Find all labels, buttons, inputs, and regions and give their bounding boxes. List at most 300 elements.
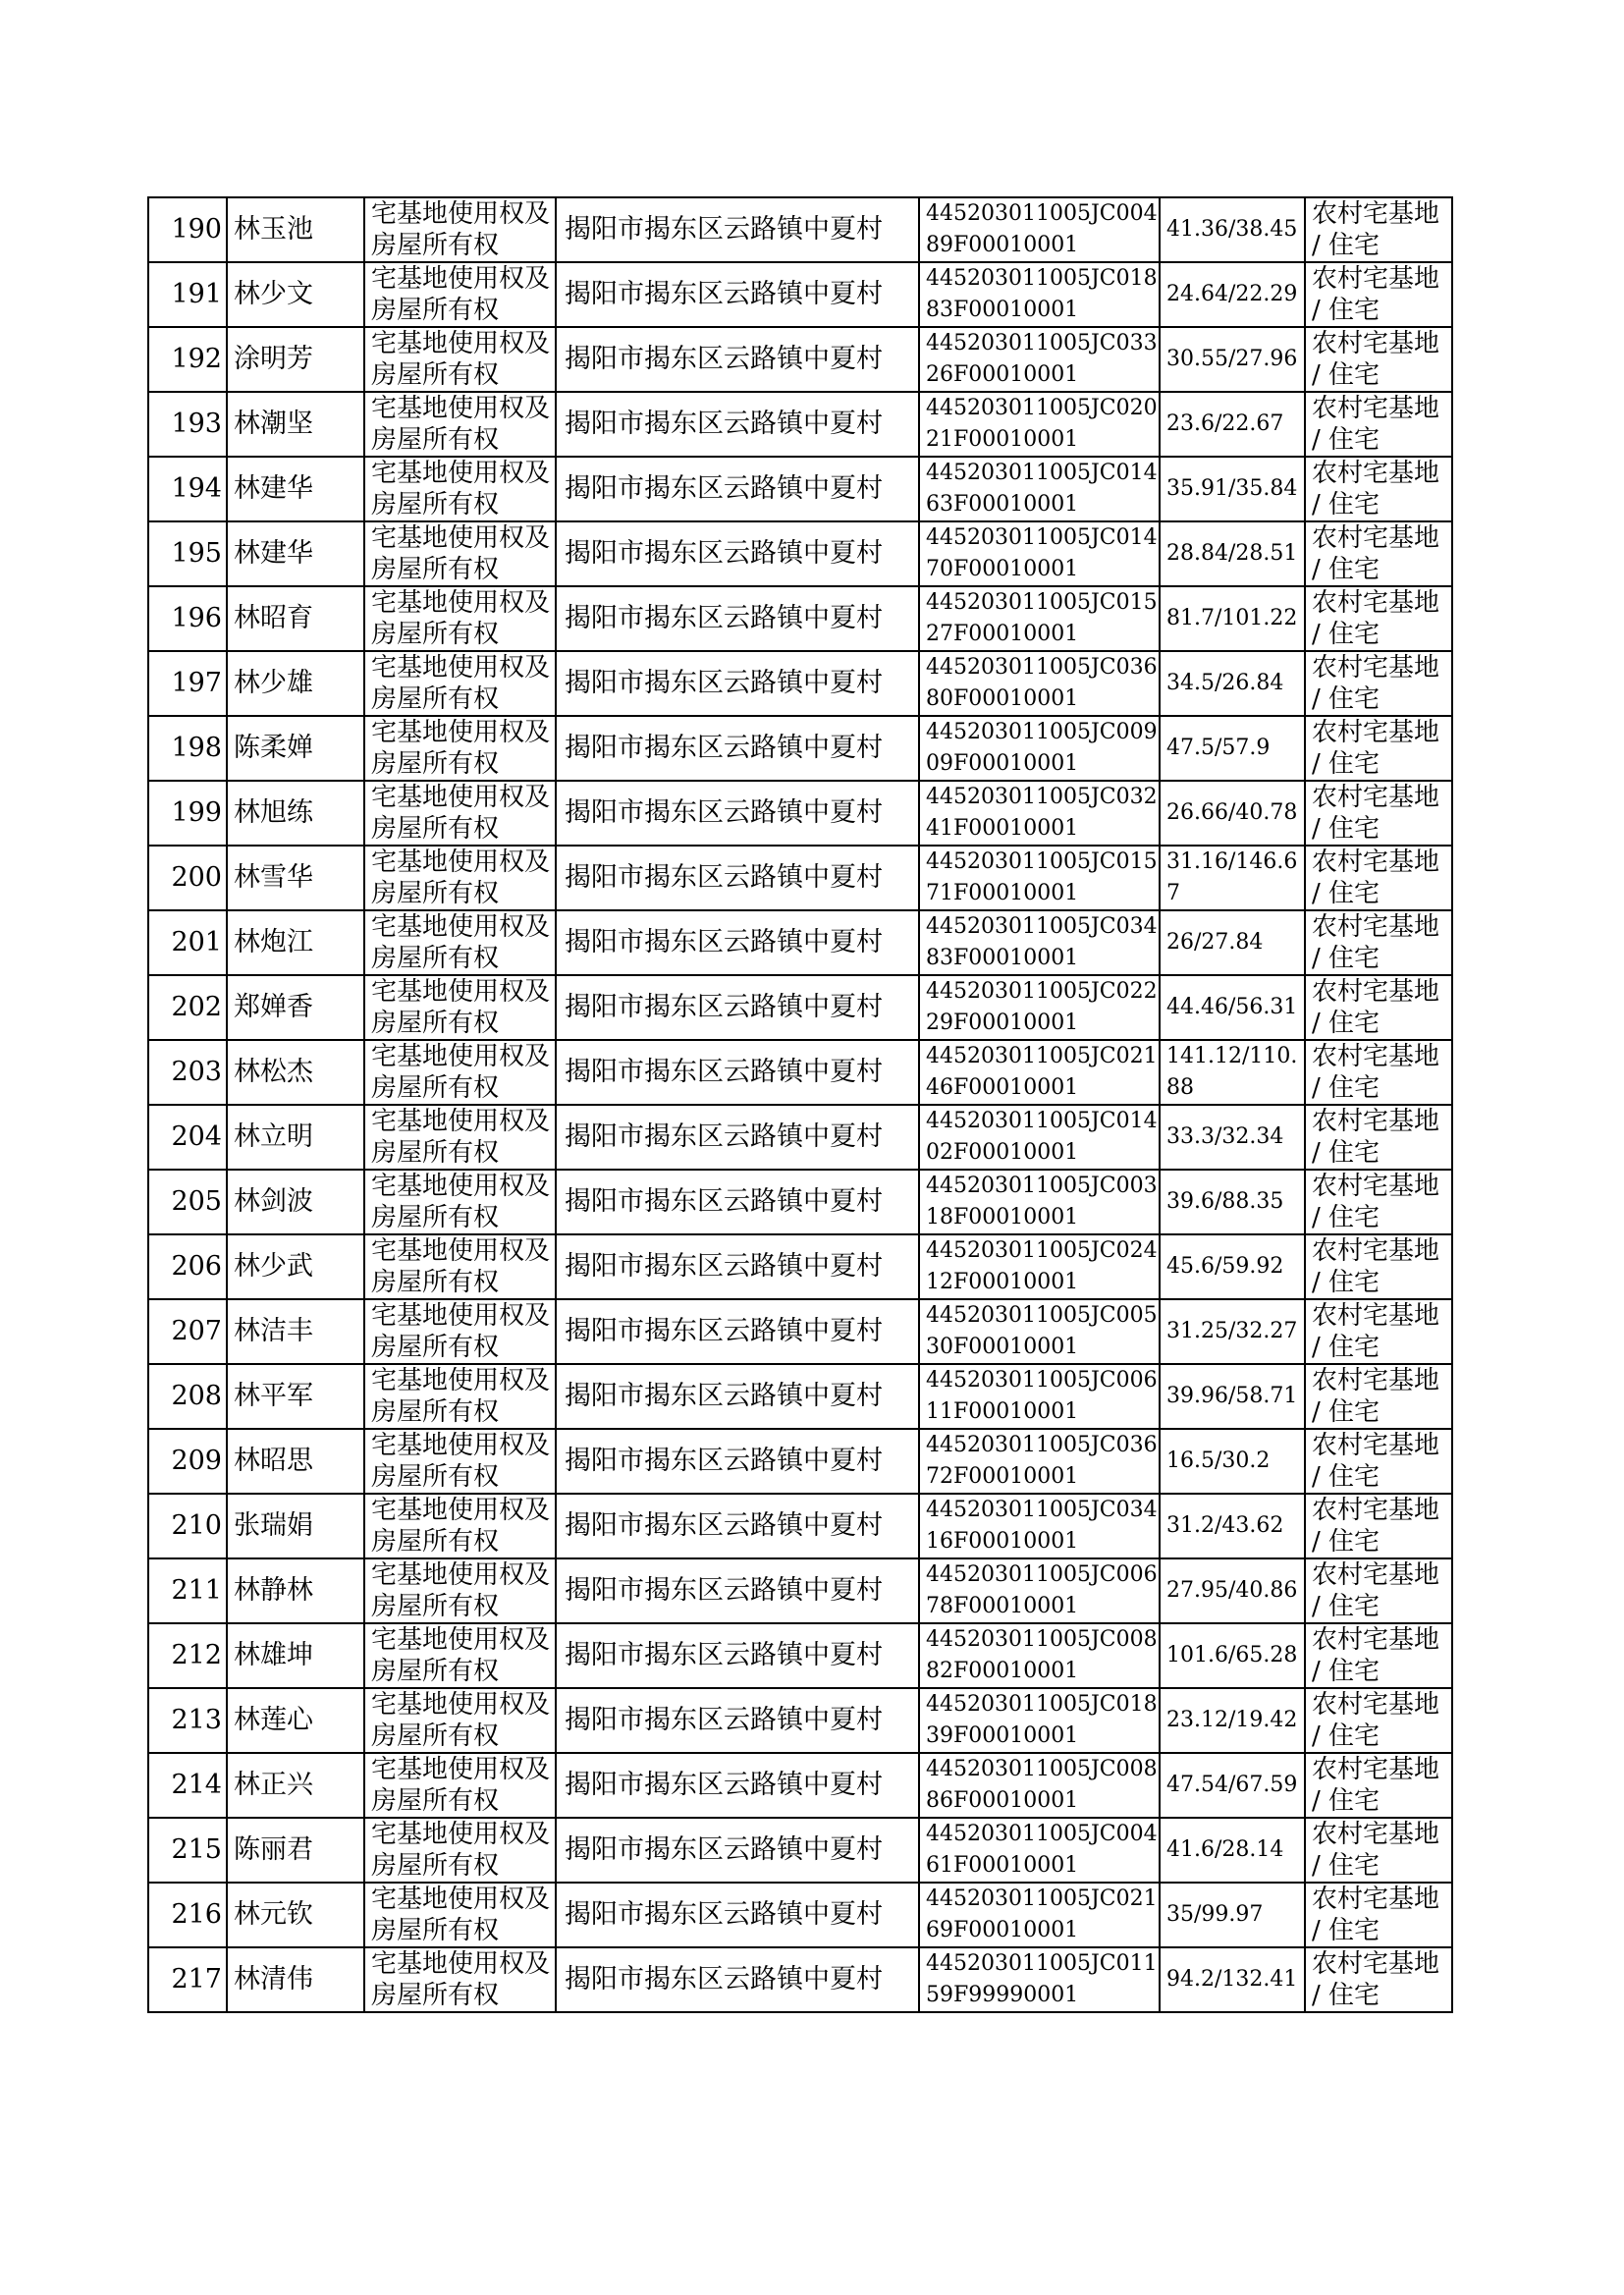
property-address: 揭阳市揭东区云路镇中夏村 (565, 538, 883, 569)
row-number-cell (148, 1040, 227, 1105)
row-number-cell (148, 1494, 227, 1558)
right-type-cell (364, 586, 556, 651)
table-row (148, 1234, 1452, 1299)
unit-code: 445203011005JC01839F00010001 (926, 1692, 1158, 1748)
row-number-cell (148, 781, 227, 846)
right-type-cell (364, 327, 556, 392)
table-row (148, 910, 1452, 975)
owner-name: 林潮坚 (234, 409, 313, 439)
table-row (148, 1883, 1452, 1947)
land-use: 农村宅基地 / 住宅 (1312, 1301, 1440, 1362)
row-number-cell (148, 1558, 227, 1623)
row-number: 204 (171, 1121, 222, 1152)
unit-code: 445203011005JC01527F00010001 (926, 590, 1158, 646)
right-type: 宅基地使用权及房屋所有权 (371, 264, 551, 325)
area-value: 39.96/58.71 (1166, 1384, 1298, 1408)
area-value: 28.84/28.51 (1166, 541, 1298, 566)
area-value: 24.64/22.29 (1166, 282, 1298, 306)
right-type-cell (364, 457, 556, 521)
area-value-cell (1160, 1234, 1305, 1299)
owner-name-cell (227, 1364, 364, 1429)
area-value-cell (1160, 716, 1305, 781)
owner-name-cell (227, 1947, 364, 2012)
row-number: 207 (171, 1316, 222, 1346)
row-number: 211 (171, 1575, 222, 1606)
property-address-cell (556, 586, 919, 651)
area-value-cell (1160, 910, 1305, 975)
land-use-cell (1305, 1947, 1452, 2012)
land-use: 农村宅基地 / 住宅 (1312, 783, 1440, 844)
owner-name: 涂明芳 (234, 344, 313, 374)
area-value: 26/27.84 (1166, 930, 1264, 955)
unit-code-cell (919, 910, 1160, 975)
right-type-cell (364, 1494, 556, 1558)
right-type: 宅基地使用权及房屋所有权 (371, 1885, 551, 1945)
unit-code-cell (919, 457, 1160, 521)
land-use: 农村宅基地 / 住宅 (1312, 1042, 1440, 1103)
land-use: 农村宅基地 / 住宅 (1312, 1949, 1440, 2010)
property-address: 揭阳市揭东区云路镇中夏村 (565, 1057, 883, 1087)
owner-name-cell (227, 457, 364, 521)
row-number-cell (148, 197, 227, 262)
land-use: 农村宅基地 / 住宅 (1312, 329, 1440, 390)
land-use-cell (1305, 197, 1452, 262)
owner-name: 林炮江 (234, 927, 313, 957)
unit-code-cell (919, 327, 1160, 392)
unit-code-cell (919, 586, 1160, 651)
unit-code: 445203011005JC02021F00010001 (926, 396, 1158, 452)
area-value-cell (1160, 262, 1305, 327)
property-address: 揭阳市揭东区云路镇中夏村 (565, 1186, 883, 1217)
owner-name: 林立明 (234, 1121, 313, 1152)
owner-name: 林正兴 (234, 1770, 313, 1800)
property-address-cell (556, 1947, 919, 2012)
property-address: 揭阳市揭东区云路镇中夏村 (565, 1575, 883, 1606)
row-number: 214 (171, 1770, 222, 1800)
right-type-cell (364, 975, 556, 1040)
table-row (148, 521, 1452, 586)
right-type: 宅基地使用权及房屋所有权 (371, 1172, 551, 1232)
area-value-cell (1160, 846, 1305, 910)
row-number-cell (148, 1299, 227, 1364)
owner-name: 林昭育 (234, 603, 313, 633)
area-value: 30.55/27.96 (1166, 347, 1298, 371)
land-use: 农村宅基地 / 住宅 (1312, 1366, 1440, 1427)
table-body (148, 197, 1452, 2012)
row-number: 216 (171, 1899, 222, 1930)
area-value: 31.2/43.62 (1166, 1513, 1284, 1538)
right-type: 宅基地使用权及房屋所有权 (371, 1690, 551, 1751)
land-use-cell (1305, 1753, 1452, 1818)
area-value-cell (1160, 1947, 1305, 2012)
table-row (148, 846, 1452, 910)
unit-code: 445203011005JC00318F00010001 (926, 1174, 1158, 1229)
row-number: 200 (171, 862, 222, 893)
area-value: 94.2/132.41 (1166, 1967, 1298, 1992)
area-value-cell (1160, 1170, 1305, 1234)
area-value: 26.66/40.78 (1166, 800, 1298, 825)
unit-code: 445203011005JC00909F00010001 (926, 720, 1158, 776)
property-address: 揭阳市揭东区云路镇中夏村 (565, 603, 883, 633)
area-value: 33.3/32.34 (1166, 1124, 1284, 1149)
owner-name-cell (227, 1299, 364, 1364)
table-row (148, 1429, 1452, 1494)
area-value: 31.16/146.67 (1166, 849, 1298, 905)
table-row (148, 1947, 1452, 2012)
property-address: 揭阳市揭东区云路镇中夏村 (565, 1446, 883, 1476)
property-address-cell (556, 1105, 919, 1170)
area-value-cell (1160, 1429, 1305, 1494)
land-use-cell (1305, 586, 1452, 651)
owner-name: 林洁丰 (234, 1316, 313, 1346)
unit-code: 445203011005JC01159F99990001 (926, 1951, 1158, 2007)
property-address-cell (556, 716, 919, 781)
property-address-cell (556, 457, 919, 521)
owner-name: 林建华 (234, 538, 313, 569)
land-use-cell (1305, 1494, 1452, 1558)
owner-name-cell (227, 651, 364, 716)
owner-name-cell (227, 262, 364, 327)
unit-code-cell (919, 716, 1160, 781)
property-address-cell (556, 1883, 919, 1947)
area-value-cell (1160, 327, 1305, 392)
area-value-cell (1160, 586, 1305, 651)
property-address: 揭阳市揭东区云路镇中夏村 (565, 473, 883, 504)
property-address-cell (556, 651, 919, 716)
right-type-cell (364, 521, 556, 586)
row-number-cell (148, 651, 227, 716)
owner-name-cell (227, 1105, 364, 1170)
right-type-cell (364, 1558, 556, 1623)
right-type-cell (364, 1234, 556, 1299)
owner-name-cell (227, 1429, 364, 1494)
unit-code-cell (919, 651, 1160, 716)
row-number-cell (148, 1364, 227, 1429)
table-row (148, 1688, 1452, 1753)
owner-name: 林剑波 (234, 1186, 313, 1217)
table-row (148, 1623, 1452, 1688)
land-use-cell (1305, 781, 1452, 846)
area-value: 35.91/35.84 (1166, 476, 1298, 501)
right-type: 宅基地使用权及房屋所有权 (371, 977, 551, 1038)
land-use: 农村宅基地 / 住宅 (1312, 718, 1440, 779)
land-use: 农村宅基地 / 住宅 (1312, 459, 1440, 519)
table-row (148, 1753, 1452, 1818)
unit-code-cell (919, 1947, 1160, 2012)
unit-code: 445203011005JC01402F00010001 (926, 1109, 1158, 1165)
row-number: 193 (171, 409, 222, 439)
land-use-cell (1305, 1688, 1452, 1753)
row-number-cell (148, 1234, 227, 1299)
table-row (148, 586, 1452, 651)
area-value: 35/99.97 (1166, 1902, 1264, 1927)
unit-code: 445203011005JC02412F00010001 (926, 1238, 1158, 1294)
right-type-cell (364, 197, 556, 262)
land-use: 农村宅基地 / 住宅 (1312, 588, 1440, 649)
land-use-cell (1305, 327, 1452, 392)
property-address-cell (556, 1170, 919, 1234)
right-type: 宅基地使用权及房屋所有权 (371, 783, 551, 844)
row-number-cell (148, 1623, 227, 1688)
unit-code-cell (919, 846, 1160, 910)
table-row (148, 975, 1452, 1040)
row-number-cell (148, 716, 227, 781)
right-type-cell (364, 781, 556, 846)
unit-code: 445203011005JC00530F00010001 (926, 1303, 1158, 1359)
unit-code: 445203011005JC03241F00010001 (926, 785, 1158, 841)
property-rights-table (147, 196, 1453, 2013)
owner-name-cell (227, 1558, 364, 1623)
row-number: 192 (171, 344, 222, 374)
property-address-cell (556, 781, 919, 846)
row-number-cell (148, 975, 227, 1040)
property-address: 揭阳市揭东区云路镇中夏村 (565, 279, 883, 309)
unit-code: 445203011005JC03326F00010001 (926, 331, 1158, 387)
land-use: 农村宅基地 / 住宅 (1312, 1885, 1440, 1945)
right-type: 宅基地使用权及房屋所有权 (371, 1107, 551, 1168)
right-type: 宅基地使用权及房屋所有权 (371, 1820, 551, 1881)
area-value: 81.7/101.22 (1166, 606, 1298, 630)
area-value: 44.46/56.31 (1166, 995, 1298, 1019)
land-use-cell (1305, 1299, 1452, 1364)
area-value: 47.5/57.9 (1166, 736, 1271, 760)
right-type-cell (364, 1688, 556, 1753)
owner-name: 张瑞娟 (234, 1510, 313, 1541)
area-value: 47.54/67.59 (1166, 1773, 1298, 1797)
property-address: 揭阳市揭东区云路镇中夏村 (565, 1964, 883, 1994)
row-number: 210 (171, 1510, 222, 1541)
row-number-cell (148, 846, 227, 910)
owner-name-cell (227, 781, 364, 846)
area-value: 41.36/38.45 (1166, 217, 1298, 242)
property-address-cell (556, 846, 919, 910)
property-address: 揭阳市揭东区云路镇中夏村 (565, 992, 883, 1022)
right-type: 宅基地使用权及房屋所有权 (371, 1301, 551, 1362)
table-row (148, 651, 1452, 716)
unit-code-cell (919, 975, 1160, 1040)
area-value-cell (1160, 1364, 1305, 1429)
unit-code-cell (919, 262, 1160, 327)
property-address-cell (556, 392, 919, 457)
land-use: 农村宅基地 / 住宅 (1312, 912, 1440, 973)
property-address-cell (556, 975, 919, 1040)
land-use: 农村宅基地 / 住宅 (1312, 1496, 1440, 1557)
owner-name: 林松杰 (234, 1057, 313, 1087)
unit-code-cell (919, 392, 1160, 457)
right-type: 宅基地使用权及房屋所有权 (371, 1431, 551, 1492)
land-use-cell (1305, 651, 1452, 716)
unit-code: 445203011005JC02146F00010001 (926, 1044, 1158, 1100)
table-row (148, 716, 1452, 781)
land-use: 农村宅基地 / 住宅 (1312, 653, 1440, 714)
right-type-cell (364, 651, 556, 716)
area-value: 23.6/22.67 (1166, 411, 1284, 436)
right-type: 宅基地使用权及房屋所有权 (371, 1366, 551, 1427)
land-use: 农村宅基地 / 住宅 (1312, 1625, 1440, 1686)
land-use: 农村宅基地 / 住宅 (1312, 264, 1440, 325)
right-type-cell (364, 1883, 556, 1947)
owner-name-cell (227, 1494, 364, 1558)
row-number-cell (148, 1105, 227, 1170)
property-address-cell (556, 1299, 919, 1364)
property-address: 揭阳市揭东区云路镇中夏村 (565, 797, 883, 828)
property-address-cell (556, 327, 919, 392)
row-number-cell (148, 1429, 227, 1494)
right-type: 宅基地使用权及房屋所有权 (371, 199, 551, 260)
land-use-cell (1305, 1364, 1452, 1429)
row-number: 202 (171, 992, 222, 1022)
row-number: 201 (171, 927, 222, 957)
property-address-cell (556, 521, 919, 586)
unit-code: 445203011005JC00611F00010001 (926, 1368, 1158, 1424)
row-number: 203 (171, 1057, 222, 1087)
row-number-cell (148, 457, 227, 521)
right-type-cell (364, 1818, 556, 1883)
row-number-cell (148, 1883, 227, 1947)
right-type: 宅基地使用权及房屋所有权 (371, 394, 551, 455)
table-row (148, 262, 1452, 327)
property-address: 揭阳市揭东区云路镇中夏村 (565, 1510, 883, 1541)
owner-name-cell (227, 1170, 364, 1234)
land-use: 农村宅基地 / 住宅 (1312, 1755, 1440, 1816)
row-number-cell (148, 521, 227, 586)
owner-name: 林少雄 (234, 668, 313, 698)
property-address-cell (556, 1688, 919, 1753)
property-address-cell (556, 1429, 919, 1494)
area-value: 41.6/28.14 (1166, 1837, 1284, 1862)
land-use-cell (1305, 1818, 1452, 1883)
land-use-cell (1305, 1170, 1452, 1234)
owner-name: 陈柔婵 (234, 733, 313, 763)
area-value-cell (1160, 197, 1305, 262)
owner-name-cell (227, 392, 364, 457)
table-row (148, 1105, 1452, 1170)
owner-name: 林雄坤 (234, 1640, 313, 1670)
row-number: 190 (171, 214, 222, 245)
area-value-cell (1160, 651, 1305, 716)
area-value-cell (1160, 1558, 1305, 1623)
land-use-cell (1305, 262, 1452, 327)
table-row (148, 1364, 1452, 1429)
owner-name-cell (227, 846, 364, 910)
right-type: 宅基地使用权及房屋所有权 (371, 523, 551, 584)
unit-code-cell (919, 781, 1160, 846)
row-number-cell (148, 586, 227, 651)
owner-name: 林清伟 (234, 1964, 313, 1994)
land-use-cell (1305, 521, 1452, 586)
right-type-cell (364, 1170, 556, 1234)
property-address-cell (556, 1494, 919, 1558)
unit-code-cell (919, 1883, 1160, 1947)
row-number-cell (148, 1818, 227, 1883)
land-use: 农村宅基地 / 住宅 (1312, 1236, 1440, 1297)
unit-code-cell (919, 1623, 1160, 1688)
property-address: 揭阳市揭东区云路镇中夏村 (565, 1770, 883, 1800)
owner-name: 林雪华 (234, 862, 313, 893)
unit-code: 445203011005JC03680F00010001 (926, 655, 1158, 711)
unit-code: 445203011005JC00678F00010001 (926, 1562, 1158, 1618)
right-type: 宅基地使用权及房屋所有权 (371, 329, 551, 390)
unit-code-cell (919, 1105, 1160, 1170)
land-use: 农村宅基地 / 住宅 (1312, 977, 1440, 1038)
owner-name-cell (227, 1818, 364, 1883)
land-use-cell (1305, 1234, 1452, 1299)
owner-name: 林少文 (234, 279, 313, 309)
row-number-cell (148, 1947, 227, 2012)
unit-code: 445203011005JC03483F00010001 (926, 914, 1158, 970)
right-type: 宅基地使用权及房屋所有权 (371, 1625, 551, 1686)
property-address: 揭阳市揭东区云路镇中夏村 (565, 1251, 883, 1282)
right-type-cell (364, 846, 556, 910)
table-row (148, 1558, 1452, 1623)
land-use-cell (1305, 392, 1452, 457)
table-row (148, 392, 1452, 457)
unit-code: 445203011005JC02169F00010001 (926, 1886, 1158, 1942)
area-value-cell (1160, 1818, 1305, 1883)
row-number: 199 (171, 797, 222, 828)
area-value-cell (1160, 1494, 1305, 1558)
land-use: 农村宅基地 / 住宅 (1312, 394, 1440, 455)
right-type-cell (364, 1947, 556, 2012)
right-type-cell (364, 716, 556, 781)
owner-name: 郑婵香 (234, 992, 313, 1022)
unit-code-cell (919, 1234, 1160, 1299)
row-number: 195 (171, 538, 222, 569)
land-use: 农村宅基地 / 住宅 (1312, 1172, 1440, 1232)
property-address: 揭阳市揭东区云路镇中夏村 (565, 1899, 883, 1930)
owner-name: 林元钦 (234, 1899, 313, 1930)
property-address: 揭阳市揭东区云路镇中夏村 (565, 862, 883, 893)
owner-name-cell (227, 1753, 364, 1818)
row-number: 215 (171, 1834, 222, 1865)
table-row (148, 781, 1452, 846)
right-type: 宅基地使用权及房屋所有权 (371, 459, 551, 519)
property-address: 揭阳市揭东区云路镇中夏村 (565, 1381, 883, 1411)
unit-code: 445203011005JC03672F00010001 (926, 1433, 1158, 1489)
area-value-cell (1160, 1753, 1305, 1818)
unit-code-cell (919, 1494, 1160, 1558)
owner-name-cell (227, 1883, 364, 1947)
land-use: 农村宅基地 / 住宅 (1312, 847, 1440, 908)
row-number-cell (148, 1753, 227, 1818)
table-row (148, 197, 1452, 262)
table-row (148, 1818, 1452, 1883)
area-value: 39.6/88.35 (1166, 1189, 1284, 1214)
owner-name-cell (227, 197, 364, 262)
right-type-cell (364, 1040, 556, 1105)
area-value-cell (1160, 781, 1305, 846)
row-number: 194 (171, 473, 222, 504)
unit-code-cell (919, 197, 1160, 262)
property-address: 揭阳市揭东区云路镇中夏村 (565, 1121, 883, 1152)
right-type: 宅基地使用权及房屋所有权 (371, 653, 551, 714)
property-address-cell (556, 1558, 919, 1623)
property-address-cell (556, 1623, 919, 1688)
unit-code: 445203011005JC03416F00010001 (926, 1498, 1158, 1554)
area-value-cell (1160, 1883, 1305, 1947)
row-number-cell (148, 1170, 227, 1234)
property-address: 揭阳市揭东区云路镇中夏村 (565, 668, 883, 698)
right-type: 宅基地使用权及房屋所有权 (371, 912, 551, 973)
area-value: 101.6/65.28 (1166, 1643, 1298, 1667)
land-use-cell (1305, 716, 1452, 781)
row-number-cell (148, 392, 227, 457)
unit-code: 445203011005JC00461F00010001 (926, 1822, 1158, 1878)
owner-name-cell (227, 975, 364, 1040)
unit-code: 445203011005JC00882F00010001 (926, 1627, 1158, 1683)
unit-code: 445203011005JC02229F00010001 (926, 979, 1158, 1035)
row-number-cell (148, 1688, 227, 1753)
